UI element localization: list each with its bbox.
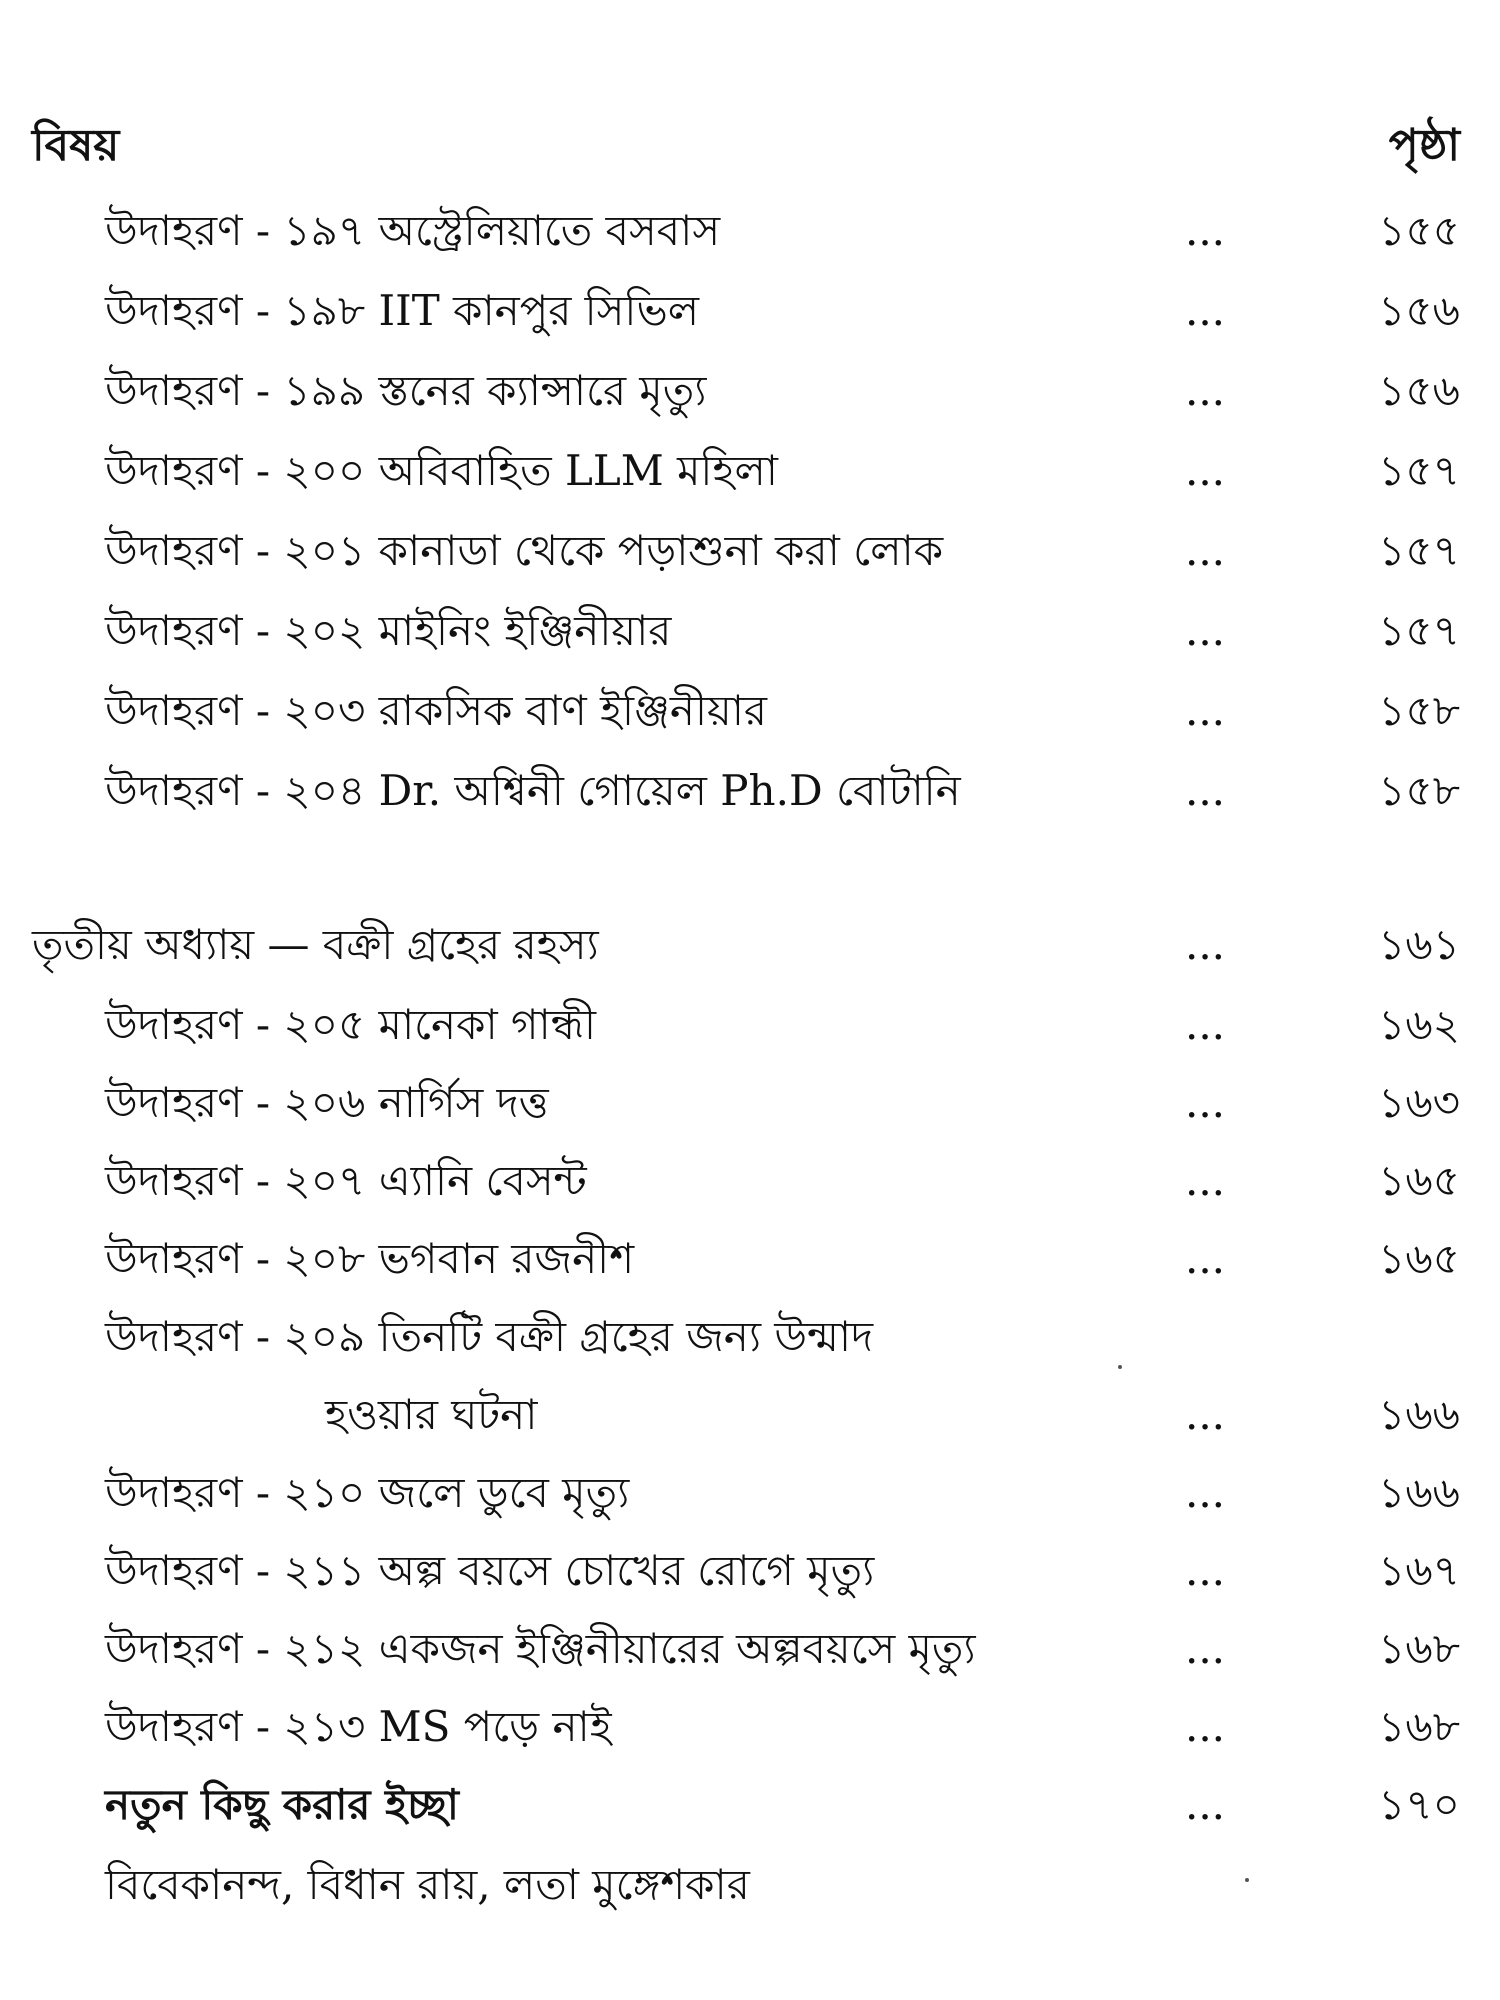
- entry-page-number: ১৬৮: [1378, 1624, 1460, 1673]
- toc-entry: [0, 196, 1500, 266]
- toc-entry: [0, 1614, 1500, 1684]
- entry-title: হওয়ার ঘটনা: [325, 1390, 538, 1439]
- entry-page-number: ১৬১: [1378, 920, 1460, 969]
- entry-page-number: ১৫৬: [1378, 366, 1460, 415]
- entry-title: উদাহরণ - ২০১ কানাডা থেকে পড়াশুনা করা লোক: [105, 526, 944, 575]
- entry-title: উদাহরণ - ১৯৭ অস্ট্রেলিয়াতে বসবাস: [105, 206, 721, 255]
- leader-dots: ...: [1184, 1390, 1226, 1439]
- entry-title: উদাহরণ - ২০৭ এ্যানি বেসন্ট: [105, 1156, 587, 1205]
- entry-title: উদাহরণ - ২০৫ মানেকা গান্ধী: [105, 1000, 596, 1049]
- entry-page-number: ১৬৭: [1378, 1546, 1460, 1595]
- entry-title: উদাহরণ - ২০০ অবিবাহিত LLM মহিলা: [105, 446, 778, 495]
- entry-title: উদাহরণ - ২১০ জলে ডুবে মৃত্যু: [105, 1468, 630, 1517]
- toc-entry-subline: [0, 1850, 1500, 1920]
- toc-entry: [0, 1146, 1500, 1216]
- toc-entry: [0, 1692, 1500, 1762]
- entry-page-number: ১৬২: [1378, 1000, 1460, 1049]
- toc-entry: [0, 1068, 1500, 1138]
- leader-dots: ...: [1184, 606, 1226, 655]
- print-speck: [1118, 1365, 1122, 1369]
- entry-title: উদাহরণ - ২১৩ MS পড়ে নাই: [105, 1702, 612, 1751]
- leader-dots: ...: [1184, 206, 1226, 255]
- print-speck: [1245, 1878, 1249, 1882]
- toc-entry: [0, 1458, 1500, 1528]
- entry-page-number: ১৬৬: [1378, 1468, 1460, 1517]
- entry-title: উদাহরণ - ২০৮ ভগবান রজনীশ: [105, 1234, 635, 1283]
- entry-page-number: ১৬৫: [1378, 1234, 1460, 1283]
- entry-title: উদাহরণ - ২০২ মাইনিং ইঞ্জিনীয়ার: [105, 606, 672, 655]
- entry-page-number: ১৫৮: [1378, 766, 1460, 815]
- leader-dots: ...: [1184, 1546, 1226, 1595]
- toc-entry: [0, 1536, 1500, 1606]
- entry-title: উদাহরণ - ২১২ একজন ইঞ্জিনীয়ারের অল্পবয়সে মৃত্যু: [105, 1624, 976, 1673]
- entry-title: উদাহরণ - ১৯৯ স্তনের ক্যান্সারে মৃত্যু: [105, 366, 707, 415]
- leader-dots: ...: [1184, 766, 1226, 815]
- entry-page-number: ১৫৬: [1378, 286, 1460, 335]
- entry-page-number: ১৫৭: [1378, 606, 1460, 655]
- toc-entry: [0, 676, 1500, 746]
- entry-page-number: ১৭০: [1378, 1780, 1460, 1829]
- entry-title: উদাহরণ - ২১১ অল্প বয়সে চোখের রোগে মৃত্যু: [105, 1546, 875, 1595]
- toc-entry: [0, 516, 1500, 586]
- leader-dots: ...: [1184, 1234, 1226, 1283]
- leader-dots: ...: [1184, 1078, 1226, 1127]
- toc-entry-bold: [0, 1770, 1500, 1840]
- leader-dots: ...: [1184, 920, 1226, 969]
- entry-title: বিবেকানন্দ, বিধান রায়, লতা মুঙ্গেশকার: [105, 1860, 750, 1909]
- entry-title: উদাহরণ - ২০৬ নার্গিস দত্ত: [105, 1078, 549, 1127]
- toc-entry: [0, 756, 1500, 826]
- toc-entry: [0, 436, 1500, 506]
- entry-page-number: ১৫৮: [1378, 686, 1460, 735]
- entry-title: উদাহরণ - ২০৩ রাকসিক বাণ ইঞ্জিনীয়ার: [105, 686, 768, 735]
- leader-dots: ...: [1184, 1702, 1226, 1751]
- entry-title: উদাহরণ - ২০৪ Dr. অশ্বিনী গোয়েল Ph.D বোটানি: [105, 766, 961, 815]
- leader-dots: ...: [1184, 1156, 1226, 1205]
- leader-dots: ...: [1184, 1468, 1226, 1517]
- leader-dots: ...: [1184, 526, 1226, 575]
- toc-entry: [0, 276, 1500, 346]
- toc-entry: [0, 356, 1500, 426]
- chapter-title: তৃতীয় অধ্যায় — বক্রী গ্রহের রহস্য: [32, 920, 599, 969]
- entry-title: উদাহরণ - ২০৯ তিনটি বক্রী গ্রহের জন্য উন্মাদ: [105, 1312, 874, 1361]
- chapter-heading: [0, 910, 1500, 980]
- toc-entry: [0, 596, 1500, 666]
- entry-page-number: ১৬৬: [1378, 1390, 1460, 1439]
- toc-entry-continuation: [0, 1380, 1500, 1450]
- entry-page-number: ১৫৫: [1378, 206, 1460, 255]
- toc-entry: [0, 990, 1500, 1060]
- entry-page-number: ১৬৫: [1378, 1156, 1460, 1205]
- subject-column-label: বিষয়: [32, 120, 120, 171]
- entry-page-number: ১৫৭: [1378, 446, 1460, 495]
- entry-title: নতুন কিছু করার ইচ্ছা: [105, 1780, 459, 1829]
- entry-page-number: ১৬৮: [1378, 1702, 1460, 1751]
- toc-header: [32, 112, 1460, 172]
- leader-dots: ...: [1184, 286, 1226, 335]
- entry-page-number: ১৬৩: [1378, 1078, 1460, 1127]
- entry-page-number: ১৫৭: [1378, 526, 1460, 575]
- leader-dots: ...: [1184, 1624, 1226, 1673]
- toc-entry: [0, 1302, 1500, 1372]
- leader-dots: ...: [1184, 366, 1226, 415]
- leader-dots: ...: [1184, 446, 1226, 495]
- leader-dots: ...: [1184, 1780, 1226, 1829]
- leader-dots: ...: [1184, 686, 1226, 735]
- leader-dots: ...: [1184, 1000, 1226, 1049]
- page-column-label: পৃষ্ঠা: [1388, 120, 1460, 171]
- toc-entry: [0, 1224, 1500, 1294]
- entry-title: উদাহরণ - ১৯৮ IIT কানপুর সিভিল: [105, 286, 700, 335]
